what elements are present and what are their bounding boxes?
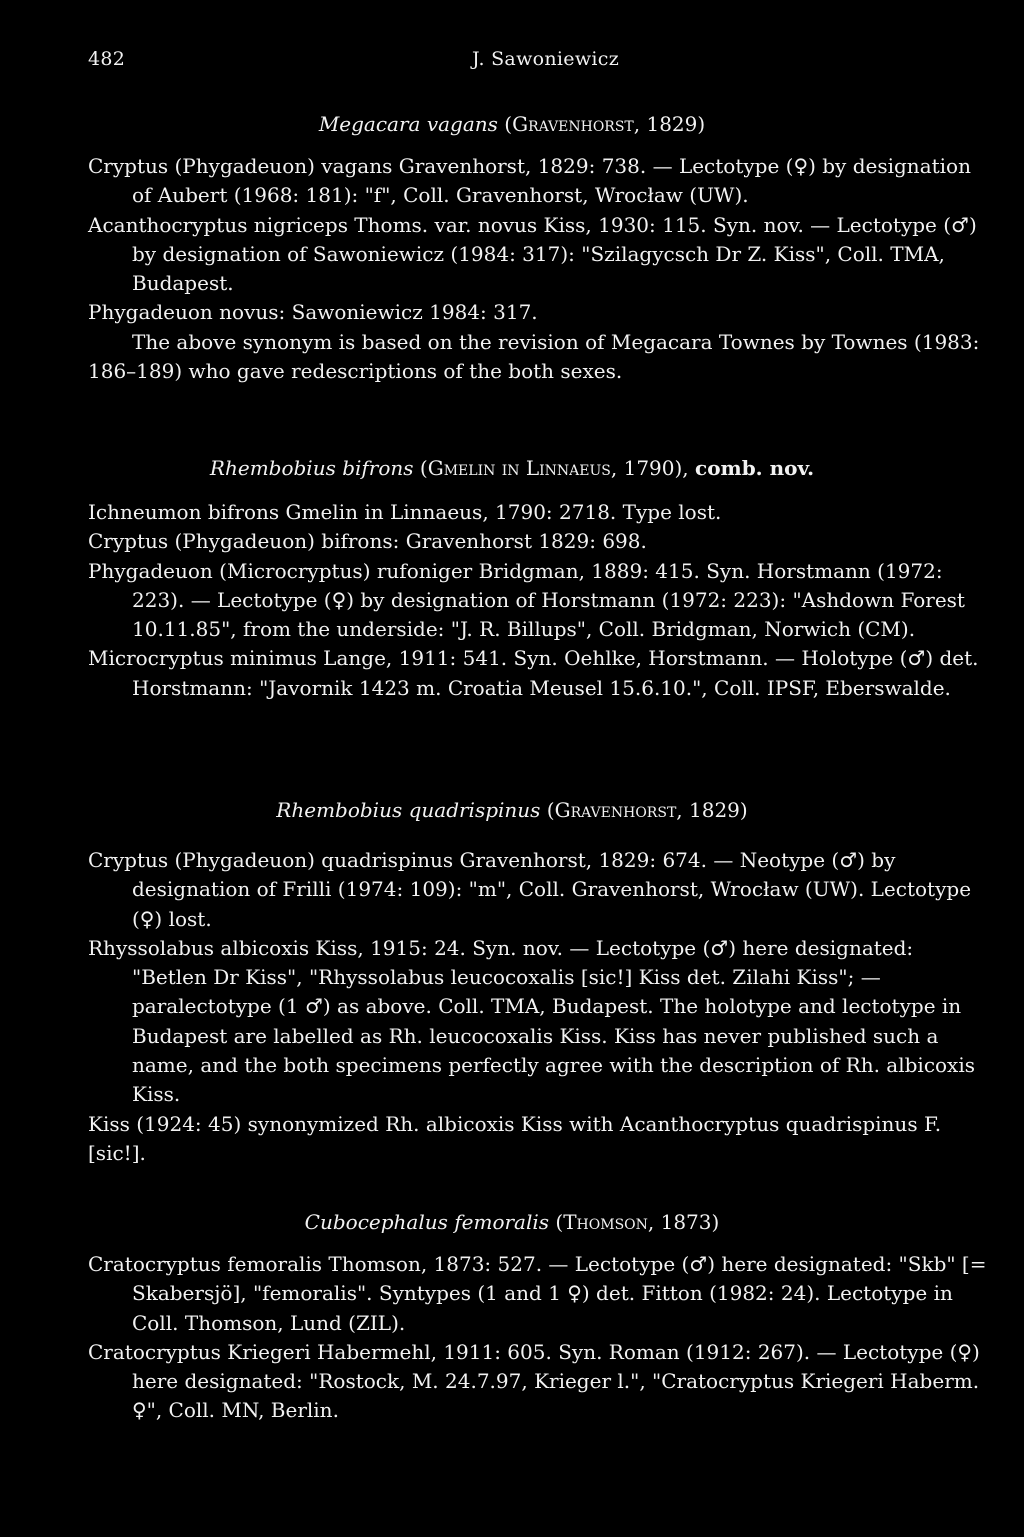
running-head-author: J. Sawoniewicz [472, 48, 620, 70]
synonymy-block-3 [88, 846, 988, 1168]
synonym-entry: Cryptus (Phygadeuon) bifrons: Gravenhorst 1829: 698. [88, 529, 647, 554]
species-heading-megacara-vagans: Megacara vagans (Gravenhorst, 1829) [318, 112, 706, 136]
synonym-entry: Ichneumon bifrons Gmelin in Linnaeus, 1790: 2718. Type lost. [88, 500, 722, 524]
species-heading-rhembobius-bifrons: Rhembobius bifrons (Gmelin in Linnaeus, 1790), comb. nov. [209, 456, 815, 480]
synonym-entry: Cryptus (Phygadeuon) quadrispinus Gravenhorst, 1829: 674. — Neotype (♂) by designation of Frilli (1974: 109): "m", Coll. Gravenhorst, Wrocław (UW). Lectotype (♀) lost. [88, 848, 972, 931]
synonymy-block-1 [88, 152, 988, 386]
heading-year: , 1829) [676, 798, 748, 822]
heading-author: Gravenhorst [512, 112, 634, 136]
synonymy-block-4 [88, 1250, 988, 1426]
synonym-entry: Microcryptus minimus Lange, 1911: 541. Syn. Oehlke, Horstmann. — Holotype (♂) det. Horstmann: "Javornik 1423 m. Croatia Meusel 15.6.10.", Coll. IPSF, Eberswalde. [88, 646, 979, 700]
synonym-entry: Rhyssolabus albicoxis Kiss, 1915: 24. Syn. nov. — Lectotype (♂) here designated: "Betlen Dr Kiss", "Rhyssolabus leucocoxalis [sic!] Kiss det. Zilahi Kiss"; — paralectotype (1 ♂) as above. Coll. TMA, Budapest. The holotype and lectotype in Budapest are labelled as Rh. leucocoxalis Kiss. Kiss has never published such a name, and the both specimens perfectly agree with the description of Rh. albicoxis Kiss. [88, 935, 975, 1107]
synonymy-block-2 [88, 498, 988, 703]
synonym-entry: Phygadeuon novus: Sawoniewicz 1984: 317. [88, 300, 538, 325]
synonym-entry: Phygadeuon (Microcryptus) rufoniger Bridgman, 1889: 415. Syn. Horstmann (1972: 223). — Lectotype (♀) by designation of Horstmann (1972: 223): "Ashdown Forest 10.11.85", from the underside: "J. R. Billups", Coll. Bridgman, Norwich (CM). [88, 558, 965, 642]
species-heading-rhembobius-quadrispinus: Rhembobius quadrispinus (Gravenhorst, 1829) [276, 798, 748, 822]
heading-taxon: Rhembobius bifrons [209, 456, 414, 480]
heading-author: Thomson [563, 1210, 648, 1234]
heading-author: Gmelin in Linnaeus [427, 456, 611, 480]
remark-paragraph: Kiss (1924: 45) synonymized Rh. albicoxis Kiss with Acanthocryptus quadrispinus F. [sic!]. [88, 1111, 942, 1165]
heading-year: , 1829) [633, 112, 706, 136]
heading-taxon: Cubocephalus femoralis [304, 1210, 550, 1234]
heading-status: comb. nov. [695, 456, 815, 480]
synonym-entry: Cratocryptus Kriegeri Habermehl, 1911: 605. Syn. Roman (1912: 267). — Lectotype (♀) here designated: "Rostock, M. 24.7.97, Krieger l.", "Cratocryptus Kriegeri Haberm. ♀", Coll. MN, Berlin. [88, 1339, 980, 1423]
heading-year: , 1790), [610, 456, 696, 480]
heading-taxon: Megacara vagans [318, 112, 498, 136]
species-heading-cubocephalus-femoralis: Cubocephalus femoralis (Thomson, 1873) [304, 1210, 720, 1234]
page-number: 482 [88, 48, 126, 70]
synonym-entry: Acanthocryptus nigriceps Thoms. var. novus Kiss, 1930: 115. Syn. nov. — Lectotype (♂) by designation of Sawoniewicz (1984: 317): "Szilagycsch Dr Z. Kiss", Coll. TMA, Budapest. [88, 212, 977, 296]
synonym-entry: Cryptus (Phygadeuon) vagans Gravenhorst, 1829: 738. — Lectotype (♀) by designation of Aubert (1968: 181): "f", Coll. Gravenhorst, Wrocław (UW). [88, 154, 971, 208]
synonym-entry: Cratocryptus femoralis Thomson, 1873: 527. — Lectotype (♂) here designated: "Skb" [= Skabersjö], "femoralis". Syntypes (1 and 1 ♀) det. Fitton (1982: 24). Lectotype in Coll. Thomson, Lund (ZIL). [88, 1252, 987, 1335]
remark-paragraph: The above synonym is based on the revision of Megacara Townes by Townes (1983: 186–189) who gave redescriptions of the both sexes. [88, 329, 980, 384]
heading-taxon: Rhembobius quadrispinus [276, 798, 541, 822]
heading-year: , 1873) [647, 1210, 720, 1234]
heading-author: Gravenhorst [554, 798, 677, 822]
